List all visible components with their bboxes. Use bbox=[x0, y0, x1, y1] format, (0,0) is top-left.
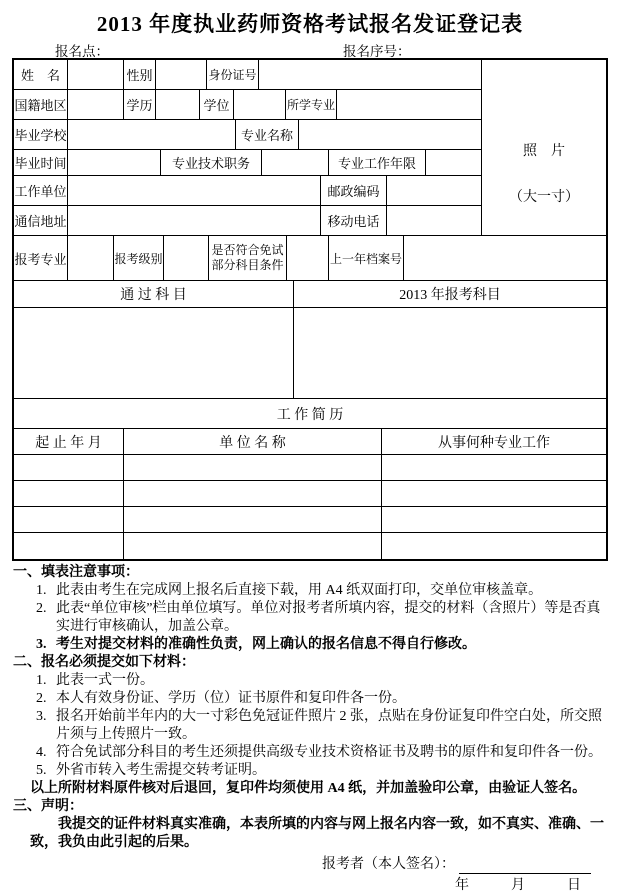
mobile-phone-label: 移动电话 bbox=[321, 206, 387, 235]
note-item bbox=[13, 690, 607, 708]
name-label: 姓 名 bbox=[14, 60, 68, 89]
worktype-column-header: 从事何种专业工作 bbox=[438, 435, 550, 451]
history-row bbox=[14, 533, 606, 559]
history-row bbox=[14, 481, 606, 507]
date-row bbox=[13, 877, 607, 891]
signer-label: 报考者（本人签名）： bbox=[322, 857, 455, 872]
major-name-label: 专业名称 bbox=[236, 120, 299, 149]
passed-subjects-cell bbox=[14, 308, 294, 398]
subjects-value-row bbox=[14, 308, 606, 399]
registration-serial-label: 报名序号： bbox=[343, 44, 411, 59]
nationality-label: 国籍地区 bbox=[14, 90, 68, 119]
mailing-address-cell bbox=[68, 206, 321, 235]
gender-label: 性别 bbox=[124, 60, 156, 89]
exam-level-label: 报考级别 bbox=[114, 236, 164, 280]
note-item-text: 此表“单位审核”栏由单位填写。单位对报考者所填内容，提交的材料（含照片）等是否真实进行审核确认，加盖公章。 bbox=[56, 601, 601, 634]
exemption-label-line2: 部分科目条件 bbox=[211, 258, 284, 272]
postal-code-cell bbox=[387, 176, 481, 205]
history-work-cell bbox=[382, 481, 606, 506]
history-unit-cell bbox=[124, 455, 382, 480]
work-resume-header: 工 作 简 历 bbox=[276, 407, 344, 423]
notes-section bbox=[13, 564, 607, 891]
unit-column-header: 单 位 名 称 bbox=[124, 429, 382, 454]
photo-placeholder bbox=[481, 60, 606, 236]
work-years-label: 专业工作年限 bbox=[329, 150, 426, 175]
note-item bbox=[13, 744, 607, 762]
materials-footer-note: 以上所附材料原件核对后退回，复印件均须使用 A4 纸，并加盖验印公章，由验证人签名。 bbox=[30, 781, 587, 796]
note-item-number: 1. bbox=[36, 583, 47, 598]
passed-subjects-header: 通 过 科 目 bbox=[14, 281, 294, 307]
history-work-cell bbox=[382, 455, 606, 480]
postal-code-label: 邮政编码 bbox=[321, 176, 387, 205]
table-row bbox=[14, 60, 481, 90]
exam-major-cell bbox=[68, 236, 114, 280]
previous-file-no-label: 上一年档案号 bbox=[329, 236, 404, 280]
mailing-address-label: 通信地址 bbox=[14, 206, 68, 235]
graduate-school-label: 毕业学校 bbox=[14, 120, 68, 149]
note-item-number: 1. bbox=[36, 673, 47, 688]
signature-line bbox=[459, 859, 591, 874]
work-resume-header-row bbox=[14, 399, 606, 429]
graduate-school-cell bbox=[68, 120, 236, 149]
year-subjects-header: 2013 年报考科目 bbox=[399, 288, 501, 303]
degree-label: 学位 bbox=[200, 90, 234, 119]
photo-size-label: （大一寸） bbox=[509, 190, 579, 205]
note-item-number: 3. bbox=[36, 709, 47, 724]
notes-section-3-title: 三、声明： bbox=[13, 799, 83, 814]
nationality-cell bbox=[68, 90, 124, 119]
note-item-text: 此表一式一份。 bbox=[56, 673, 154, 688]
id-number-cell bbox=[259, 60, 481, 89]
table-row bbox=[14, 120, 481, 150]
notes-section-1-title: 一、填表注意事项： bbox=[13, 565, 139, 580]
photo-label: 照 片 bbox=[523, 144, 565, 159]
mobile-phone-cell bbox=[387, 206, 481, 235]
note-item bbox=[13, 708, 607, 744]
personal-info-rows bbox=[14, 60, 481, 236]
table-row bbox=[14, 90, 481, 120]
history-columns-row bbox=[14, 429, 606, 455]
note-item bbox=[13, 636, 607, 654]
subjects-header-row bbox=[14, 281, 606, 308]
education-label: 学历 bbox=[124, 90, 156, 119]
history-row bbox=[14, 507, 606, 533]
note-item bbox=[13, 762, 607, 780]
education-cell bbox=[156, 90, 200, 119]
year-subjects-cell bbox=[294, 308, 606, 398]
note-item-text: 外省市转入考生需提交转考证明。 bbox=[56, 763, 266, 778]
note-item-number: 3. bbox=[36, 637, 47, 652]
exam-level-cell bbox=[164, 236, 209, 280]
period-column-header: 起 止 年 月 bbox=[14, 429, 124, 454]
id-number-label: 身份证号 bbox=[207, 60, 259, 89]
work-years-cell bbox=[426, 150, 481, 175]
note-item-text: 本人有效身份证、学历（位）证书原件和复印件各一份。 bbox=[56, 691, 406, 706]
exemption-label bbox=[209, 236, 287, 280]
meta-row bbox=[0, 38, 620, 58]
graduation-time-cell bbox=[68, 150, 161, 175]
work-unit-cell bbox=[68, 176, 321, 205]
studied-major-cell bbox=[337, 90, 481, 119]
professional-title-cell bbox=[262, 150, 329, 175]
personal-info-block bbox=[14, 60, 606, 236]
history-unit-cell bbox=[124, 481, 382, 506]
declaration-text: 我提交的证件材料真实准确，本表所填的内容与网上报名内容一致，如不真实、准确、一致，我负由此引起的后果。 bbox=[30, 817, 604, 850]
table-row bbox=[14, 150, 481, 176]
exam-info-row bbox=[14, 236, 606, 281]
note-item bbox=[13, 672, 607, 690]
note-item bbox=[13, 582, 607, 600]
exemption-label-line1: 是否符合免试 bbox=[211, 243, 284, 257]
history-period-cell bbox=[14, 455, 124, 480]
degree-cell bbox=[234, 90, 286, 119]
history-period-cell bbox=[14, 507, 124, 532]
registration-site-label: 报名点： bbox=[55, 44, 109, 59]
note-item-text: 考生对提交材料的准确性负责，网上确认的报名信息不得自行修改。 bbox=[56, 637, 476, 652]
history-work-cell bbox=[382, 507, 606, 532]
history-unit-cell bbox=[124, 533, 382, 559]
professional-title-label: 专业技术职务 bbox=[161, 150, 262, 175]
registration-table bbox=[12, 58, 608, 561]
note-item-number: 5. bbox=[36, 763, 47, 778]
note-item bbox=[13, 600, 607, 636]
studied-major-label: 所学专业 bbox=[286, 90, 337, 119]
note-item-text: 符合免试部分科目的考生还须提供高级专业技术资格证书及聘书的原件和复印件各一份。 bbox=[56, 745, 602, 760]
signature-row bbox=[13, 856, 607, 874]
form-title: 2013 年度执业药师资格考试报名发证登记表 bbox=[96, 12, 524, 36]
date-year-label: 年 bbox=[455, 878, 469, 891]
previous-file-no-cell bbox=[404, 236, 606, 280]
name-cell bbox=[68, 60, 124, 89]
table-row bbox=[14, 206, 481, 236]
note-item-text: 此表由考生在完成网上报名后直接下载，用 A4 纸双面打印，交单位审核盖章。 bbox=[56, 583, 543, 598]
history-unit-cell bbox=[124, 507, 382, 532]
note-item-number: 2. bbox=[36, 691, 47, 706]
note-item-number: 2. bbox=[36, 601, 47, 616]
note-item-text: 报名开始前半年内的大一寸彩色免冠证件照片 2 张，点贴在身份证复印件空白处，所交照片须与上传照片一致。 bbox=[56, 709, 602, 742]
notes-section-2-title: 二、报名必须提交如下材料： bbox=[13, 655, 195, 670]
history-work-cell bbox=[382, 533, 606, 559]
history-row bbox=[14, 455, 606, 481]
work-unit-label: 工作单位 bbox=[14, 176, 68, 205]
note-item-number: 4. bbox=[36, 745, 47, 760]
exemption-cell bbox=[287, 236, 329, 280]
exam-major-label: 报考专业 bbox=[14, 236, 68, 280]
major-name-cell bbox=[299, 120, 481, 149]
gender-cell bbox=[156, 60, 207, 89]
history-period-cell bbox=[14, 481, 124, 506]
date-month-label: 月 bbox=[511, 878, 525, 891]
table-row bbox=[14, 176, 481, 206]
graduation-time-label: 毕业时间 bbox=[14, 150, 68, 175]
date-day-label: 日 bbox=[567, 878, 581, 891]
history-period-cell bbox=[14, 533, 124, 559]
